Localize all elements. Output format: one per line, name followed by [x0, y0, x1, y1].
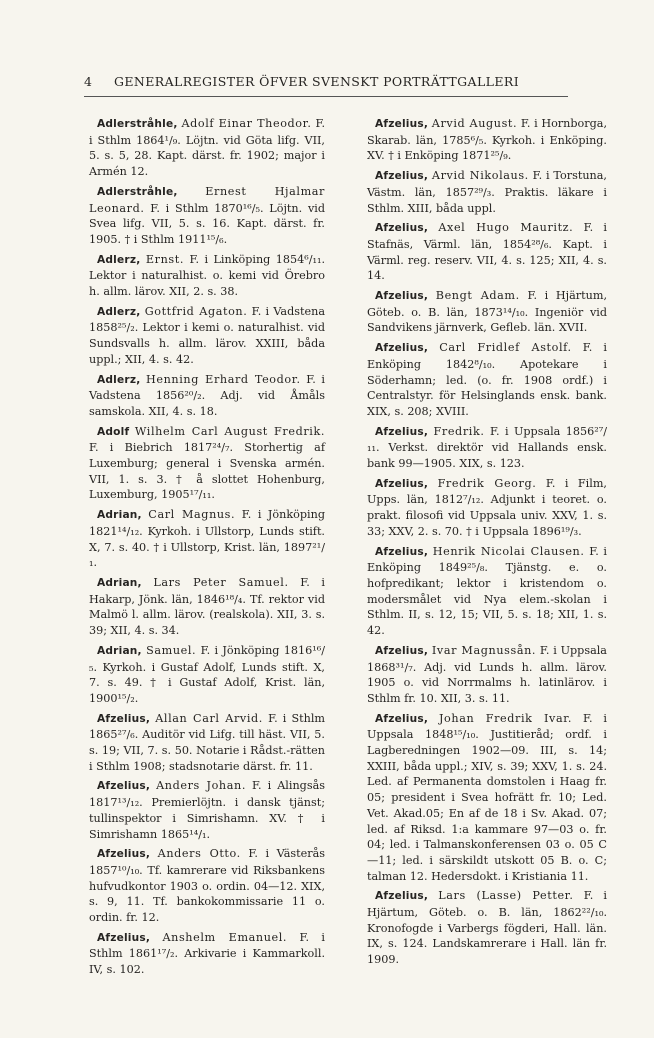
entry-surname: Adlerz,: [97, 373, 141, 386]
entry-details: F. i Hjärtum, Göteb. o. B. län, 1873¹⁴/₁₀. Ingeniör vid Sandvikens järnverk, Gefleb. län. XVII.: [367, 289, 607, 335]
entry-surname: Afzelius,: [375, 712, 429, 725]
header-rule: [84, 96, 568, 97]
register-entry: [89, 778, 325, 842]
entry-surname: Afzelius,: [375, 222, 429, 235]
entry-given-names: Ernest Hjalmar Leonard.: [89, 184, 326, 215]
register-entry: [89, 575, 325, 639]
entry-given-names: Adolf Einar Theodor.: [181, 117, 312, 130]
register-entry: [367, 544, 607, 639]
entry-details: F. i Hjärtum, Göteb. o. B. län, 1862²²/₁₀. Kronofogde i Varbergs fögderi, Hall. län. IX, s. 124. Landskamrerare i Hall. län fr. 1909.: [367, 889, 607, 967]
entry-details: F. i Sthlm 1870¹⁶/₅. Löjtn. vid Svea lifg. VII, 5. s. 16. Kapt. därst. fr. 1905. † i Sthlm 1911¹⁵/₆.: [89, 201, 325, 246]
register-entry: [89, 930, 325, 978]
entry-surname: Afzelius,: [97, 931, 151, 944]
entry-details: F. i Sthlm 1865²⁷/₆. Auditör vid Lifg. till häst. VII, 5. s. 19; VII, 7. s. 50. Notarie i Rådst.-rätten i Sthlm 1908; stadsnotarie därst. fr. 11.: [89, 711, 326, 773]
entry-surname: Afzelius,: [375, 118, 429, 130]
register-entry: [367, 711, 607, 885]
entry-given-names: Fredrik Georg.: [437, 476, 537, 490]
entry-given-names: Lars Peter Samuel.: [153, 575, 289, 589]
entry-details: F. i Jönköping 1816¹⁶/₅. Kyrkoh. i Gustaf Adolf, Lunds stift. X, 7. s. 49. † i Gustaf Adolf, Krist. län, 1900¹⁵/₂.: [89, 643, 325, 705]
entry-details: F. i Uppsala 1856²⁷/₁₁. Verkst. direktör vid Hallands ensk. bank 99—1905. XIX, s. 123.: [367, 424, 607, 471]
entry-given-names: Bengt Adam.: [435, 289, 520, 303]
entry-details: F. i Uppsala 1848¹⁵/₁₀. Justitieråd; ordf. i Lagberedningen 1902—09. III, s. 14; XXIII, båda uppl.; XIV, s. 39; XXV, 1. s. 24. Led. af Permanenta domstolen i Haag fr. 05; president i Svea hofrätt fr. 10; Led. Vet. Akad.05; En af de 18 i Sv. Akad. 07; led. af Riksd. 1:a kammare 97—03 o. fr. 04; led. i Talmanskonferensen 03 o. 05 C—11; led. i särskildt utskott 05 B. o. C; talman 12. Hedersdokt. i Kristiania 11.: [367, 711, 607, 883]
entry-surname: Afzelius,: [97, 712, 151, 725]
register-entry: [367, 424, 607, 472]
entry-given-names: Carl Magnus.: [148, 508, 236, 522]
entry-details: F. i Linköping 1854⁶/₁₁. Lektor i naturalhist. o. kemi vid Örebro h. allm. lärov. XII, 2. s. 38.: [89, 252, 326, 299]
entry-surname: Afzelius,: [375, 290, 429, 303]
entry-details: F. i Västerås 1857¹⁰/₁₀. Tf. kamrerare vid Riksbankens hufvudkontor 1903 o. ordin. 04—12. XIX, s. 9, 11. Tf. bankokommissarie 11 o. ordin. fr. 12.: [89, 847, 325, 925]
entry-surname: Afzelius,: [97, 848, 151, 861]
entry-surname: Afzelius,: [375, 644, 429, 657]
register-entry: [367, 116, 607, 164]
entry-surname: Adlerz,: [97, 253, 141, 266]
entry-details: F. i Alingsås 1817¹³/₁₂. Premierlöjtn. i dansk tjänst; tullinspektor i Simrishamn. XV. † i Simrishamn 1865¹⁴/₁.: [89, 779, 325, 841]
entry-given-names: Arvid Nikolaus.: [431, 169, 529, 183]
register-entry: [89, 304, 325, 368]
register-entry: [89, 643, 325, 707]
entry-given-names: Fredrik.: [433, 424, 485, 438]
left-column: [89, 116, 325, 982]
page-header: [84, 74, 568, 94]
entry-surname: Afzelius,: [375, 477, 429, 490]
entry-surname: Adlerstråhle,: [97, 118, 178, 130]
entry-given-names: Gottfrid Agaton.: [144, 304, 248, 318]
running-title: GENERALREGISTER ÖFVER SVENSKT PORTRÄTTGALLERI: [114, 74, 520, 89]
entry-given-names: Henrik Nicolai Clausen.: [432, 544, 585, 558]
entry-surname: Afzelius,: [375, 890, 429, 903]
entry-surname: Afzelius,: [97, 780, 151, 793]
entry-given-names: Anshelm Emanuel.: [162, 930, 288, 944]
entry-given-names: Allan Carl Arvid.: [155, 711, 263, 725]
entry-surname: Afzelius,: [375, 342, 429, 355]
register-entry: [89, 424, 325, 504]
entry-surname: Adrian,: [97, 644, 142, 657]
register-entry: [89, 846, 325, 926]
entry-surname: Adrian,: [97, 576, 142, 589]
register-entry: [367, 340, 607, 420]
register-entry: [89, 711, 325, 775]
register-entry: [89, 252, 325, 300]
register-entry: [367, 643, 607, 707]
page-number: 4: [84, 74, 93, 89]
entry-surname: Afzelius,: [375, 545, 429, 558]
register-entry: [367, 888, 607, 968]
register-entry: [89, 372, 325, 420]
register-entry: [367, 168, 607, 216]
entry-given-names: Wilhelm Carl August Fredrik.: [134, 424, 326, 438]
entry-given-names: Samuel.: [146, 643, 197, 657]
entry-given-names: Arvid August.: [431, 117, 518, 130]
entry-given-names: Lars (Lasse) Petter.: [438, 889, 574, 903]
entry-details: F. i Uppsala 1868³¹/₇. Adj. vid Lunds h. allm. lärov. 1905 o. vid Norrmalms h. latinlärov. i Sthlm fr. 10. XII, 3. s. 11.: [367, 643, 607, 705]
entry-given-names: Carl Fridlef Astolf.: [439, 341, 572, 355]
register-entry: [367, 476, 607, 540]
entry-given-names: Anders Otto.: [157, 847, 241, 861]
register-entry: [89, 184, 325, 248]
register-entry: [89, 507, 325, 571]
entry-details: F. i Torstuna, Västm. län, 1857²⁹/₃. Praktis. läkare i Sthlm. XIII, båda uppl.: [367, 169, 607, 215]
entry-details: F. i Enköping 1842⁸/₁₀. Apotekare i Söderhamn; led. (o. fr. 1908 ordf.) i Centralstyr. för Helsinglands ensk. bank. XIX, s. 208; XVIII.: [367, 341, 607, 418]
entry-given-names: Anders Johan.: [156, 779, 246, 793]
entry-surname: Adlerz,: [97, 305, 141, 318]
entry-surname: Adolf: [97, 425, 130, 438]
entry-surname: Afzelius,: [375, 170, 429, 183]
entry-details: F. i Film, Upps. län, 1812⁷/₁₂. Adjunkt i teoret. o. prakt. filosofi vid Uppsala univ. XXV, 1. s. 33; XXV, 2. s. 70. † i Uppsala 1896¹⁹/₃.: [367, 476, 607, 538]
register-entry: [367, 288, 607, 336]
register-entry: [89, 116, 325, 180]
entry-details: F. i Jönköping 1821¹⁴/₁₂. Kyrkoh. i Ullstorp, Lunds stift. X, 7. s. 40. † i Ullstorp, Krist. län, 1897²¹/₁.: [89, 508, 325, 570]
entry-surname: Afzelius,: [375, 425, 429, 438]
entry-details: F. i Vadstena 1856²⁰/₂. Adj. vid Åmåls samskola. XII, 4. s. 18.: [89, 372, 325, 418]
entry-given-names: Ivar Magnussån.: [431, 643, 537, 657]
entry-given-names: Johan Fredrik Ivar.: [438, 711, 573, 725]
register-entry: [367, 220, 607, 284]
entry-given-names: Ernst.: [145, 252, 184, 266]
entry-details: F. i Vadstena 1858²⁵/₂. Lektor i kemi o. naturalhist. vid Sundsvalls h. allm. lärov. XXIII, båda uppl.; XII, 4. s. 42.: [89, 304, 325, 366]
right-column: [367, 116, 607, 972]
entry-given-names: Axel Hugo Mauritz.: [438, 221, 574, 235]
entry-surname: Adlerstråhle,: [97, 185, 178, 198]
entry-given-names: Henning Erhard Teodor.: [146, 372, 301, 386]
entry-details: F. i Stafnäs, Värml. län, 1854²⁸/₆. Kapt. i Värml. reg. reserv. VII, 4. s. 125; XII, 4. s. 14.: [367, 221, 608, 283]
entry-details: F. i Biebrich 1817²⁴/₇. Storhertig af Luxemburg; general i Svenska armén. VII, 1. s. 3. † å slottet Hohenburg, Luxemburg, 1905¹⁷/₁₁.: [89, 441, 325, 502]
entry-details: F. i Hakarp, Jönk. län, 1846¹⁸/₄. Tf. rektor vid Malmö l. allm. lärov. (realskola). XII, 3. s. 39; XII, 4. s. 34.: [89, 575, 325, 638]
entry-details: F. i Sthlm 1864¹/₉. Löjtn. vid Göta lifg. VII, 5. s. 5, 28. Kapt. därst. fr. 1902; major i Armén 12.: [89, 117, 326, 179]
entry-details: F. i Sthlm 1861¹⁷/₂. Arkivarie i Kammarkoll. IV, s. 102.: [89, 930, 325, 977]
entry-details: F. i Hornborga, Skarab. län, 1785⁶/₅. Kyrkoh. i Enköping. XV. † i Enköping 1871²⁵/₉.: [367, 117, 607, 163]
entry-surname: Adrian,: [97, 509, 142, 522]
entry-details: F. i Enköping 1849²⁵/₈. Tjänstg. e. o. hofpredikant; lektor i kristendom o. modersmålet vid Nya elem.-skolan i Sthlm. II, s. 12, 15; VII, 5. s. 18; XII, 1. s. 42.: [367, 544, 608, 638]
